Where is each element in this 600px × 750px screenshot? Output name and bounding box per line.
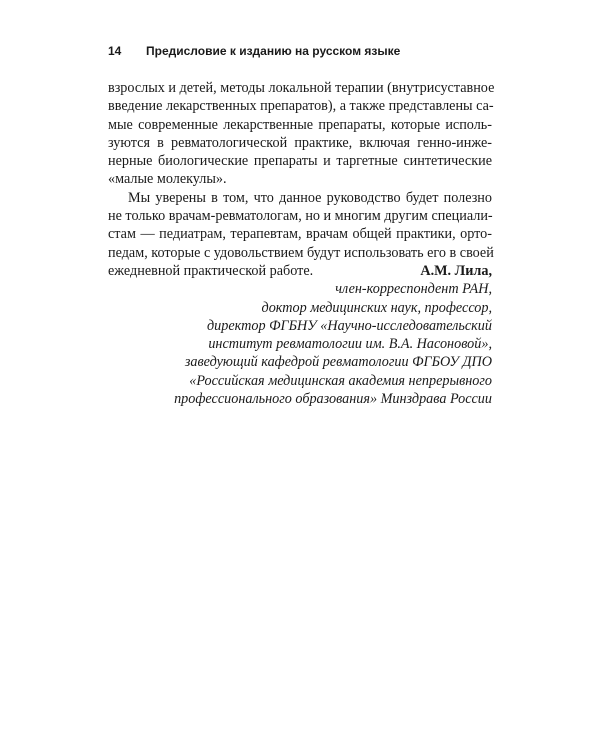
author-credential: «Российская медицинская академия непрерывного <box>189 372 492 389</box>
text-line: стам — педиатрам, терапевтам, врачам общей практики, орто- <box>108 226 492 243</box>
text-line: нерные биологические препараты и таргетные синтетические <box>108 153 492 170</box>
page-number: 14 <box>108 44 122 58</box>
author-credential: институт ревматологии им. В.А. Насоновой», <box>208 336 492 353</box>
text-line: взрослых и детей, методы локальной терапии (внутрисуставное <box>108 80 495 96</box>
body-text <box>108 79 495 280</box>
paragraph-continued <box>108 79 495 189</box>
text-line: зуются в ревматологической практике, включая генно-инже- <box>108 134 492 151</box>
author-credential: заведующий кафедрой ревматологии ФГБОУ ДПО <box>184 354 492 371</box>
running-header <box>108 43 508 59</box>
author-credential: директор ФГБНУ «Научно-исследовательский <box>207 317 492 334</box>
author-credential: профессионального образования» Минздрава России <box>174 391 492 408</box>
author-name: А.М. Лила, <box>420 263 492 279</box>
text-line: Мы уверены в том, что данное руководство будет полезно <box>128 189 492 206</box>
text-line: «малые молекулы». <box>108 171 227 188</box>
text-line: не только врачам-ревматологам, но и многим другим специали- <box>108 208 493 225</box>
author-credential: член-корреспондент РАН, <box>335 281 492 298</box>
running-title: Предисловие к изданию на русском языке <box>146 44 401 58</box>
text-line: ежедневной практической работе. <box>108 262 314 279</box>
text-line: педам, которые с удовольствием будут использовать его в своей <box>108 244 494 261</box>
author-signature <box>108 262 492 408</box>
text-line: введение лекарственных препаратов), а также представлены са- <box>108 98 494 115</box>
author-credential: доктор медицинских наук, профессор, <box>261 299 492 316</box>
text-line: мые современные лекарственные препараты, которые исполь- <box>108 116 492 133</box>
